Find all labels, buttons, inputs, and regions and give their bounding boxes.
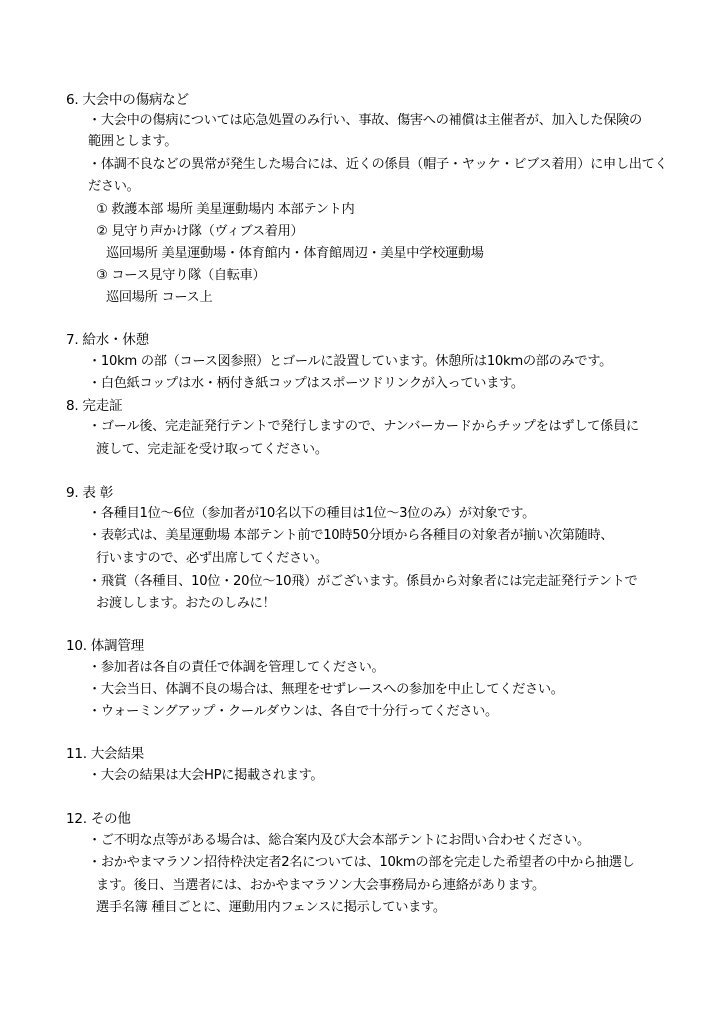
section-6-line-4: ださい。 — [88, 179, 140, 194]
section-7-heading: 7. 給水・休憩 — [66, 332, 149, 348]
section-6-heading: 6. 大会中の傷病など — [66, 92, 189, 108]
section-6-line-7: 巡回場所 美星運動場・体育館内・体育館周辺・美星中学校運動場 — [106, 246, 484, 261]
section-8-line-2: 渡して、完走証を受け取ってください。 — [96, 442, 328, 457]
section-8-line-1: ・ゴール後、完走証発行テントで発行しますので、ナンバーカードからチップをはずして係員に — [88, 419, 639, 434]
section-10-line-2: ・大会当日、体調不良の場合は、無理をせずレースへの参加を中止してください。 — [88, 682, 564, 697]
section-6-line-8: ③ コース見守り隊（自転車） — [96, 268, 266, 283]
section-9-line-2: ・表彰式は、美星運動場 本部テント前で10時50分頃から各種目の対象者が揃い次第随時、 — [88, 528, 614, 543]
section-10-line-3: ・ウォーミングアップ・クールダウンは、各自で十分行ってください。 — [88, 704, 498, 719]
section-12-line-4: 選手名簿 種目ごとに、運動用内フェンスに掲示しています。 — [96, 900, 446, 915]
section-7-line-2: ・白色紙コップは水・柄付き紙コップはスポーツドリンクが入っています。 — [88, 376, 524, 391]
section-6-line-2: 範囲とします。 — [88, 134, 178, 149]
section-7-line-1: ・10km の部（コース図参照）とゴールに設置しています。休憩所は10kmの部のみです。 — [88, 354, 613, 369]
section-12-line-2: ・おかやまマラソン招待枠決定者2名については、10kmの部を完走した希望者の中から抽選し — [88, 855, 635, 870]
section-10-heading: 10. 体調管理 — [66, 638, 144, 654]
section-12-line-1: ・ご不明な点等がある場合は、総合案内及び大会本部テントにお問い合わせください。 — [88, 833, 590, 848]
section-12-heading: 12. その他 — [66, 811, 131, 827]
section-8-heading: 8. 完走証 — [66, 398, 123, 414]
section-9-line-5: お渡しします。おたのしみに！ — [96, 596, 276, 611]
section-6-line-1: ・大会中の傷病については応急処置のみ行い、事故、傷害への補償は主催者が、加入した保険の — [88, 113, 642, 128]
section-6-line-5: ① 救護本部 場所 美星運動場内 本部テント内 — [96, 202, 355, 217]
section-9-heading: 9. 表 彰 — [66, 485, 113, 501]
section-11-heading: 11. 大会結果 — [66, 746, 144, 762]
section-6-line-6: ② 見守り声かけ隊（ヴィブス着用） — [96, 224, 304, 239]
section-9-line-4: ・飛賞（各種目、10位・20位～10飛）がございます。係員から対象者には完走証発行テントで — [88, 574, 638, 589]
section-10-line-1: ・参加者は各自の責任で体調を管理してください。 — [88, 660, 385, 675]
section-6-line-9: 巡回場所 コース上 — [106, 290, 213, 305]
section-9-line-1: ・各種目1位～6位（参加者が10名以下の種目は1位～3位のみ）が対象です。 — [88, 506, 535, 521]
section-12-line-3: ます。後日、当選者には、おかやまマラソン大会事務局から連絡があります。 — [96, 878, 545, 893]
section-9-line-3: 行いますので、必ず出席してください。 — [96, 551, 328, 566]
section-6-line-3: ・体調不良などの異常が発生した場合には、近くの係員（帽子・ヤッケ・ビブス着用）に申し出てく — [88, 157, 668, 172]
section-11-line-1: ・大会の結果は大会HPに掲載されます。 — [88, 768, 324, 783]
